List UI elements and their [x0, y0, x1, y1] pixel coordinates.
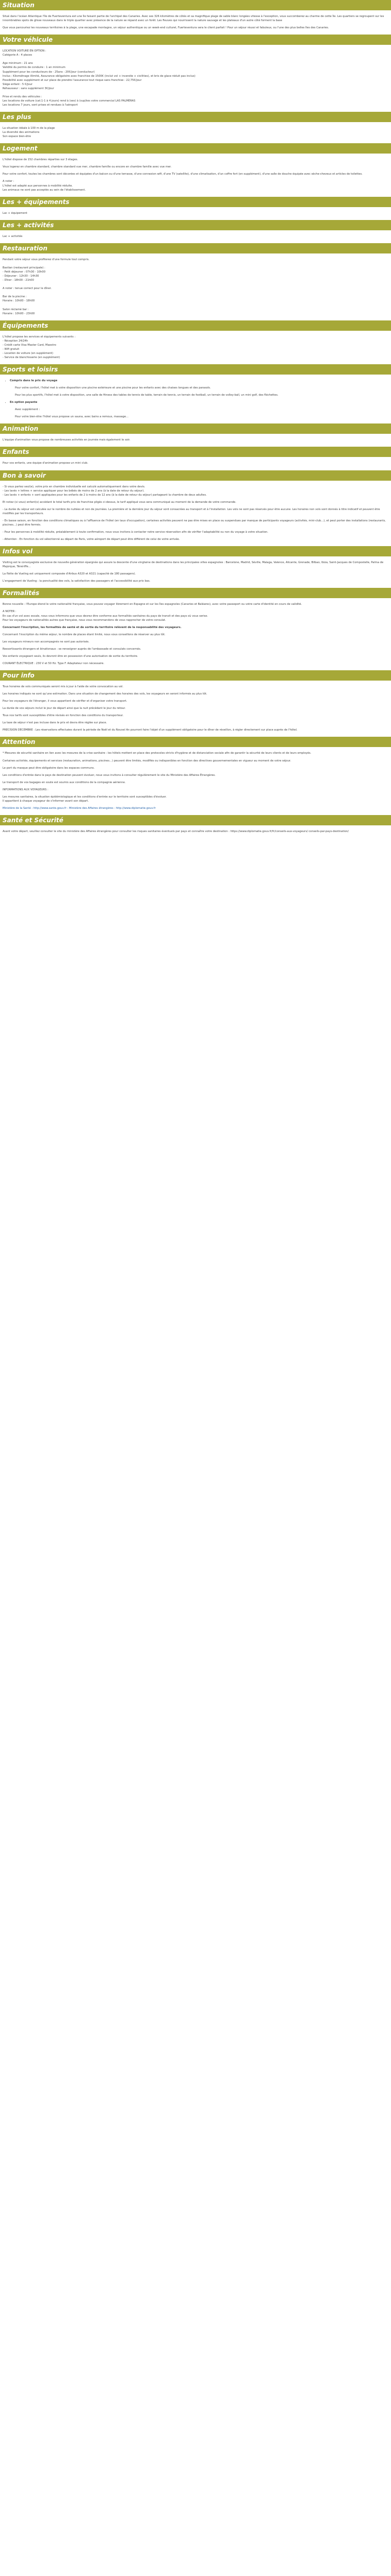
equipements-line: L'hôtel propose les services et équipements suivants :	[3, 335, 76, 338]
section-header-les-plus: Les plus	[0, 112, 391, 122]
section-header-attention: Attention	[0, 737, 391, 747]
infos-vol-paragraph: Visiting est le convoyagiste exclusive de nouvelle génération épargnée qui assure la descente d'une vingtaine de destinations dans les principales villes espagnoles : Barcelone, Madrid, Séville, Malaga, Valence, Alicante, Grenade, Bilbao, Ibiza, Saint-Jacques de Compostelle, Palma de Majorque, Ténériffe...	[3, 561, 384, 569]
les-plus-line: La situation idéale à 100 m de la plage	[3, 127, 55, 130]
vehicule-line: Possibilité avec supplément et sur place de prendre l'assurance tout risque sans franchise : 22,75€/jour	[3, 78, 142, 82]
infos-vol-section	[0, 561, 391, 583]
bon-a-savoir-line: - Pour les personnes à mobilité réduite, préalablement à toute confirmation, nous vous invitons à contacter notre service réservation afin de vérifier l'adaptabilité ou non du voyage à votre situation.	[3, 531, 268, 534]
vehicule-line: Catégorie A : 4 places	[3, 54, 32, 57]
bon-a-savoir-line: - Si vous partez seul(e), votre prix en chambre individuelle est calculé automatiquement dans votre devis.	[3, 485, 145, 488]
equipements-section	[0, 335, 391, 360]
equipements-line: - Wifi gratuit	[3, 347, 20, 351]
section-header-situation: Situation	[0, 0, 391, 10]
animation-section	[0, 438, 391, 442]
section-header-votre-vehicule: Votre véhicule	[0, 35, 391, 45]
restauration-line: Horaire : 10h00 - 18h00	[3, 299, 35, 303]
section-header-pour-info: Pour info	[0, 670, 391, 681]
sante-paragraph: Avant votre départ, veuillez consulter le site du ministère des Affaires étrangères pour consulter les risques sanitaires éventuels par pays et connaître votre destination : https://www.diplomatie.gouv.fr/fr/conseils-aux-voyageurs/ conseils-par-pays-destination/	[3, 830, 349, 833]
sports-paragraph: Pour votre bien-être l'hôtel vous propose un sauna, avec bains a remous, massage...	[15, 415, 128, 419]
vehicule-line: Les locations 7 jours, sont prises et rendues à l'aéroport	[3, 104, 78, 107]
les-plus-line: La diversité des animations	[3, 131, 40, 134]
attention-line: Le port du masque peut être obligatoire dans les espaces communs.	[3, 766, 95, 770]
vehicule-line: Validité du permis de conduire : 1 an minimum	[3, 66, 66, 70]
section-header-equipements-plus: Les + équipements	[0, 197, 391, 207]
attention-footer-heading: INFORMATIONS AUX VOYAGEURS :	[3, 788, 48, 791]
formalites-line: COURANT ÉLECTRIQUE : 230 V et 50 Hz. Type F. Adaptateur non nécessaire.	[3, 662, 105, 665]
section-header-equipements: Équipements	[0, 320, 391, 331]
bon-a-savoir-line: - Attention : En fonction du vol sélectionné au départ de Paris, votre aéroport de départ peut être différent de celui de votre arrivée.	[3, 538, 180, 541]
restauration-line: A noter : tenue correct pour le dîner.	[3, 287, 52, 291]
attention-line: Certaines activités, équipements et services (restauration, animations, piscines...) peuvent être limités, modifiés ou indisponibles en fonction des directives gouvernementales en vigueur au moment de votre séjour.	[3, 759, 291, 762]
section-header-formalites: Formalités	[0, 588, 391, 598]
vehicule-line: Les locations de voiture (cat.1-1 à 4 jours) rend à (ses) à (sup)tes votre commercial LAS PALMERAS	[3, 99, 136, 103]
situation-section	[0, 14, 391, 30]
logement-paragraph: L'hôtel dispose de 152 chambres réparties sur 3 étages.	[3, 158, 78, 162]
restauration-line	[3, 262, 388, 266]
les-plus-section	[0, 126, 391, 139]
pour-info-line: PRECISION DECEMBRE : Les réservations effectuées durant la période de Noël et du Nouvel An pourront faire l'objet d'un supplément obligatoire pour le dîner de réveillon, à régler directement sur place auprès de l'hôtel.	[3, 728, 298, 732]
bon-a-savoir-section	[0, 485, 391, 542]
restauration-line: - Déjeuner : 12h30 - 14h30	[3, 275, 39, 278]
section-header-sante-securite: Santé et Sécurité	[0, 815, 391, 825]
logement-section	[0, 158, 391, 192]
vehicule-line: Inclus : Kilométrage illimité, Assurance obligatoire avec franchise de 1500€ (inclut vol + incendie + civilities), et bris de glace réduit pas inclus)	[3, 74, 196, 78]
restauration-line	[3, 291, 388, 295]
infos-vol-paragraph: La flotte de Vueling est uniquement composée d'Airbus A320 et A321 (capacité de 180 passagers).	[3, 572, 136, 576]
situation-paragraph: Situé dans l'océan Atlantique l'île de Fuerteventura est une île faisant partie de l'archipel des Canaries. Avec ses 326 kilomètres de côtés et sa magnifique plage de sable blanc longées vitesse à l'exception, vous succomberez au charme de cette île. Les quartiers se regroupent sur les innombrables spots de glisse nouveaux dans le triple quartier avec présence de la nature se répand avec un forêt. Les fleuves qui nourrissent la nature sauvage et les plateaux d'un autre côté forment la base	[3, 15, 384, 23]
vehicule-line: LOCATION VOITURE EN OPTION :	[3, 49, 46, 53]
attention-footer-line: Les mesures sanitaires, la situation épidémiologique et les conditions d'entrée sur le territoire sont susceptibles d'évoluer.	[3, 795, 167, 799]
product-description-page	[0, 0, 391, 837]
sports-included-heading: • Compris dans le prix du voyage	[10, 379, 388, 383]
section-header-sports-loisirs: Sports et loisirs	[0, 364, 391, 375]
vehicule-line: Supplément pour les conducteurs de - 25ans : 20€/jour (conducteur)	[3, 70, 95, 74]
section-header-enfants: Enfants	[0, 447, 391, 457]
attention-links[interactable]: Ministère de la Santé : http://www.sante.gouv.fr - Ministère des Affaires étrangères : http://www.diplomatie.gouv.fr	[3, 806, 156, 810]
pour-info-line: Tous horaires de vols communiqués seront mis à jour à l'aide de votre convocation au vol.	[3, 685, 124, 688]
vehicule-section	[0, 49, 391, 107]
formalites-bold-line: Concernant l'inscription, les formalités de santé et de sortie du territoire relèvent de la responsabilité des voyageurs.	[3, 625, 182, 629]
pour-info-section	[0, 685, 391, 732]
infos-vol-paragraph: L'engagement de Vueling : la ponctualité des vols, la satisfaction des passagers et l'accessibilité aux prix bas.	[3, 580, 151, 583]
pour-info-line: Les horaires indiqués ne sont qu'une estimation. Dans une situation de changement des horaires des vols, les voyageurs en seront informés au plus tôt.	[3, 692, 207, 696]
logement-line: L'hôtel est adapté aux personnes à mobilité réduite.	[3, 184, 73, 188]
restauration-line: - Dîner : 18h00 - 21h00	[3, 279, 34, 282]
restauration-line	[3, 282, 388, 286]
equipements-plus-line: Lac + équipement	[3, 211, 27, 215]
section-header-animation: Animation	[0, 423, 391, 434]
attention-footer-line: Il appartient à chaque voyageur de s'informer avant son départ.	[3, 799, 89, 803]
activites-plus-section	[0, 234, 391, 239]
bon-a-savoir-line: Et notez (si vous) enfant(s) accédant le total tarifs prix de franchise pligès ci-dessus, le tarif appliqué vous sera communiqué au moment de la demande de votre commande.	[3, 500, 236, 504]
vehicule-line: Réhausseur : sans supplément 3€/jour	[3, 87, 54, 90]
attention-line: Les conditions d'entrée dans le pays de destination peuvent évoluer, nous vous invitons à consulter régulièrement le site du Ministère des Affaires Étrangères.	[3, 773, 216, 777]
situation-paragraph: Que vous parcouriez les nouveaux territoires à la plage, une escapade montagne, un séjour authentique ou un week-end culturel, Fuerteventura sera le client parfait ! Pour un séjour réussi et fabuleux, ou l'une des plus belles îles des Canaries.	[3, 26, 329, 30]
formalites-line: Pour les voyageurs de nationalités autres que française, nous vous recommandons de vous rapprocher de votre consulat.	[3, 618, 166, 622]
section-header-bon-a-savoir: Bon à savoir	[0, 470, 391, 481]
formalites-section	[0, 602, 391, 666]
equipements-plus-section	[0, 211, 391, 215]
formalites-line: Les voyageurs mineurs non accompagnés ne sont pas autorisés.	[3, 640, 90, 643]
sports-section	[0, 379, 391, 419]
restauration-line: Salon réclamé bar :	[3, 308, 29, 311]
formalites-line: Vos enfants voyageant seuls, ils devront être en possession d'une autorisation de sortie du territoire.	[3, 654, 138, 658]
sports-paragraph: Pour les plus sportifs, l'hôtel met à votre disposition, une salle de fitness des tables de tennis de table, terrain de tennis, un terrain de football, un terrain de volley-ball, un mini golf, des fléchettes.	[15, 394, 279, 397]
attention-line: * Mesures de sécurité sanitaire en lien avec les mesures de la crise sanitaire : les hôtels mettent en place des protocoles stricts d'hygiène et de distanciation sociale afin de garantir la sécurité de leurs clients et de leurs employés.	[3, 752, 312, 755]
sports-paragraph: Pour votre confort, l'hôtel met à votre disposition une piscine extérieure et une piscine pour les enfants avec des chaises longues et des parasols.	[15, 386, 211, 390]
vehicule-line	[3, 57, 388, 61]
enfants-line: Pour vos enfants, une équipe d'animation propose un mini club.	[3, 462, 88, 465]
pour-info-line: La taxe de séjour n'est pas incluse dans le prix et devra être réglée sur place.	[3, 721, 107, 725]
restauration-line: Bastian (restaurant principale) :	[3, 266, 45, 269]
restauration-line: - Petit déjeuner : 07h30 - 10h00	[3, 270, 46, 274]
logement-line: Les animaux ne sont pas acceptés au sein de l'établissement.	[3, 188, 86, 192]
activites-plus-line: Lac + activités	[3, 234, 23, 238]
attention-line: Le transport de vos bagages en soute est soumis aux conditions de la compagnie aérienne.	[3, 781, 126, 784]
restauration-line: Horaire : 10h00 - 23h00	[3, 312, 35, 315]
bon-a-savoir-line: - Les lavés + enfants + sont appliquées pour les enfants de 2 à moins de 12 ans (à la date de retour du séjour) partageant la chambre de deux adultes.	[3, 493, 207, 497]
pour-info-line: Tous nos tarifs sont susceptibles d'être révisés en fonction des conditions du transporteur.	[3, 714, 124, 718]
animation-line: L'équipe d'animation vous propose de nombreuses activités en journée mais également le soir.	[3, 438, 131, 442]
equipements-line: - Réception 24/24h	[3, 339, 28, 343]
pour-info-line: La durée de vos séjours inclut le jour de départ ainsi que la nuit précédant le jour du retour.	[3, 707, 126, 710]
sports-option-heading: • En option payante	[10, 400, 388, 404]
formalites-paragraph: Bonne nouvelle : l'Europe étend le votre nationalité française, vous pouvez voyager librement en Espagne et sur les îles espagnoles (Canaries et Baléares), avec votre passeport ou votre carte d'identité en cours de validité.	[3, 603, 302, 606]
vehicule-line: Siège enfant : 5 €/jour	[3, 82, 32, 86]
bon-a-savoir-line: - Les lavés + lettres + service appliquer pour les bébés de moins de 2 ans (à la date de retour du séjour).	[3, 489, 144, 493]
equipements-line: - Service de blanchisserie (en supplément)	[3, 355, 60, 359]
section-header-infos-vol: Infos vol	[0, 546, 391, 556]
vehicule-line: Age minimum : 21 ans	[3, 62, 33, 65]
formalites-line: En cas d'un vol avec escale, nous vous informons que vous devrez être conforme aux formalités sanitaires du pays de transit et des pays où vous seriez.	[3, 614, 208, 618]
attention-section	[0, 751, 391, 810]
restauration-line	[3, 303, 388, 307]
sante-section	[0, 829, 391, 834]
sports-list	[3, 379, 388, 383]
logement-line: A noter :	[3, 180, 14, 183]
vehicule-line: Prise et rendu des véhicules :	[3, 95, 42, 98]
les-plus-line: Son espace bien-être	[3, 135, 31, 139]
enfants-section	[0, 461, 391, 465]
formalites-line: A NOTER :	[3, 610, 17, 614]
equipements-line: - Location de voiture (en supplément)	[3, 351, 54, 355]
section-header-restauration: Restauration	[0, 243, 391, 253]
sports-option-list	[3, 400, 388, 404]
sports-paragraph: Avec supplément :	[15, 408, 40, 412]
formalites-line: Concernant l'inscription du même séjour, le nombre de places étant limité, nous vous conseillons de réserver au plus tôt.	[3, 633, 166, 636]
bon-a-savoir-line: - En basse saison, en fonction des conditions climatiques ou à l'affluence de l'hôtel (en taux d'occupation), certaines activités peuvent ne pas être mises en place ou suspendues par manque de participants voyageurs (activités, mini-club...), et peut porter des installations (restaurants, piscines...) peut être fermés.	[3, 519, 386, 527]
bon-a-savoir-line: - La durée du séjour est calculée sur le nombre de nuitées et non de journées. La première et la dernière jour du séjour sont consacrées au transport et à l'installation. Les vols ne sont pas réservés pour être aucune. Les horaires non vols sont donnés à titre indicatif et peuvent être modifiés par les transporteurs.	[3, 507, 380, 515]
logement-paragraph: Vous logerez en chambre standard, chambre standard vue mer, chambre famille ou encore en chambre famille avec vue mer.	[3, 165, 172, 169]
logement-paragraph: Pour votre confort, toutes les chambres sont décorées et équipées d'un balcon ou d'une terrasse, d'une connexion wifi, d'une TV (satellite), d'une climatisation, d'un coffre fort (en supplément), d'une salle de douche équipée avec sèche-cheveux et articles de toilettes.	[3, 173, 363, 176]
restauration-section	[0, 258, 391, 316]
restauration-line: Bar de la piscine :	[3, 295, 27, 299]
restauration-line: Pendant votre séjour vous profiterez d'une formule tout compris.	[3, 258, 90, 261]
pour-info-line: Pour les voyageurs de l'étranger, il vous appartient de vérifier et d'organiser votre transport.	[3, 700, 127, 703]
section-header-activites-plus: Les + activités	[0, 220, 391, 230]
equipements-line: - Crédit carte Visa Master Card, Maestro	[3, 343, 56, 347]
section-header-logement: Logement	[0, 143, 391, 154]
formalites-line: Ressortissants étrangers et binationaux : se renseigner auprès de l'ambassade et consulats concernés.	[3, 647, 141, 651]
vehicule-line	[3, 91, 388, 95]
